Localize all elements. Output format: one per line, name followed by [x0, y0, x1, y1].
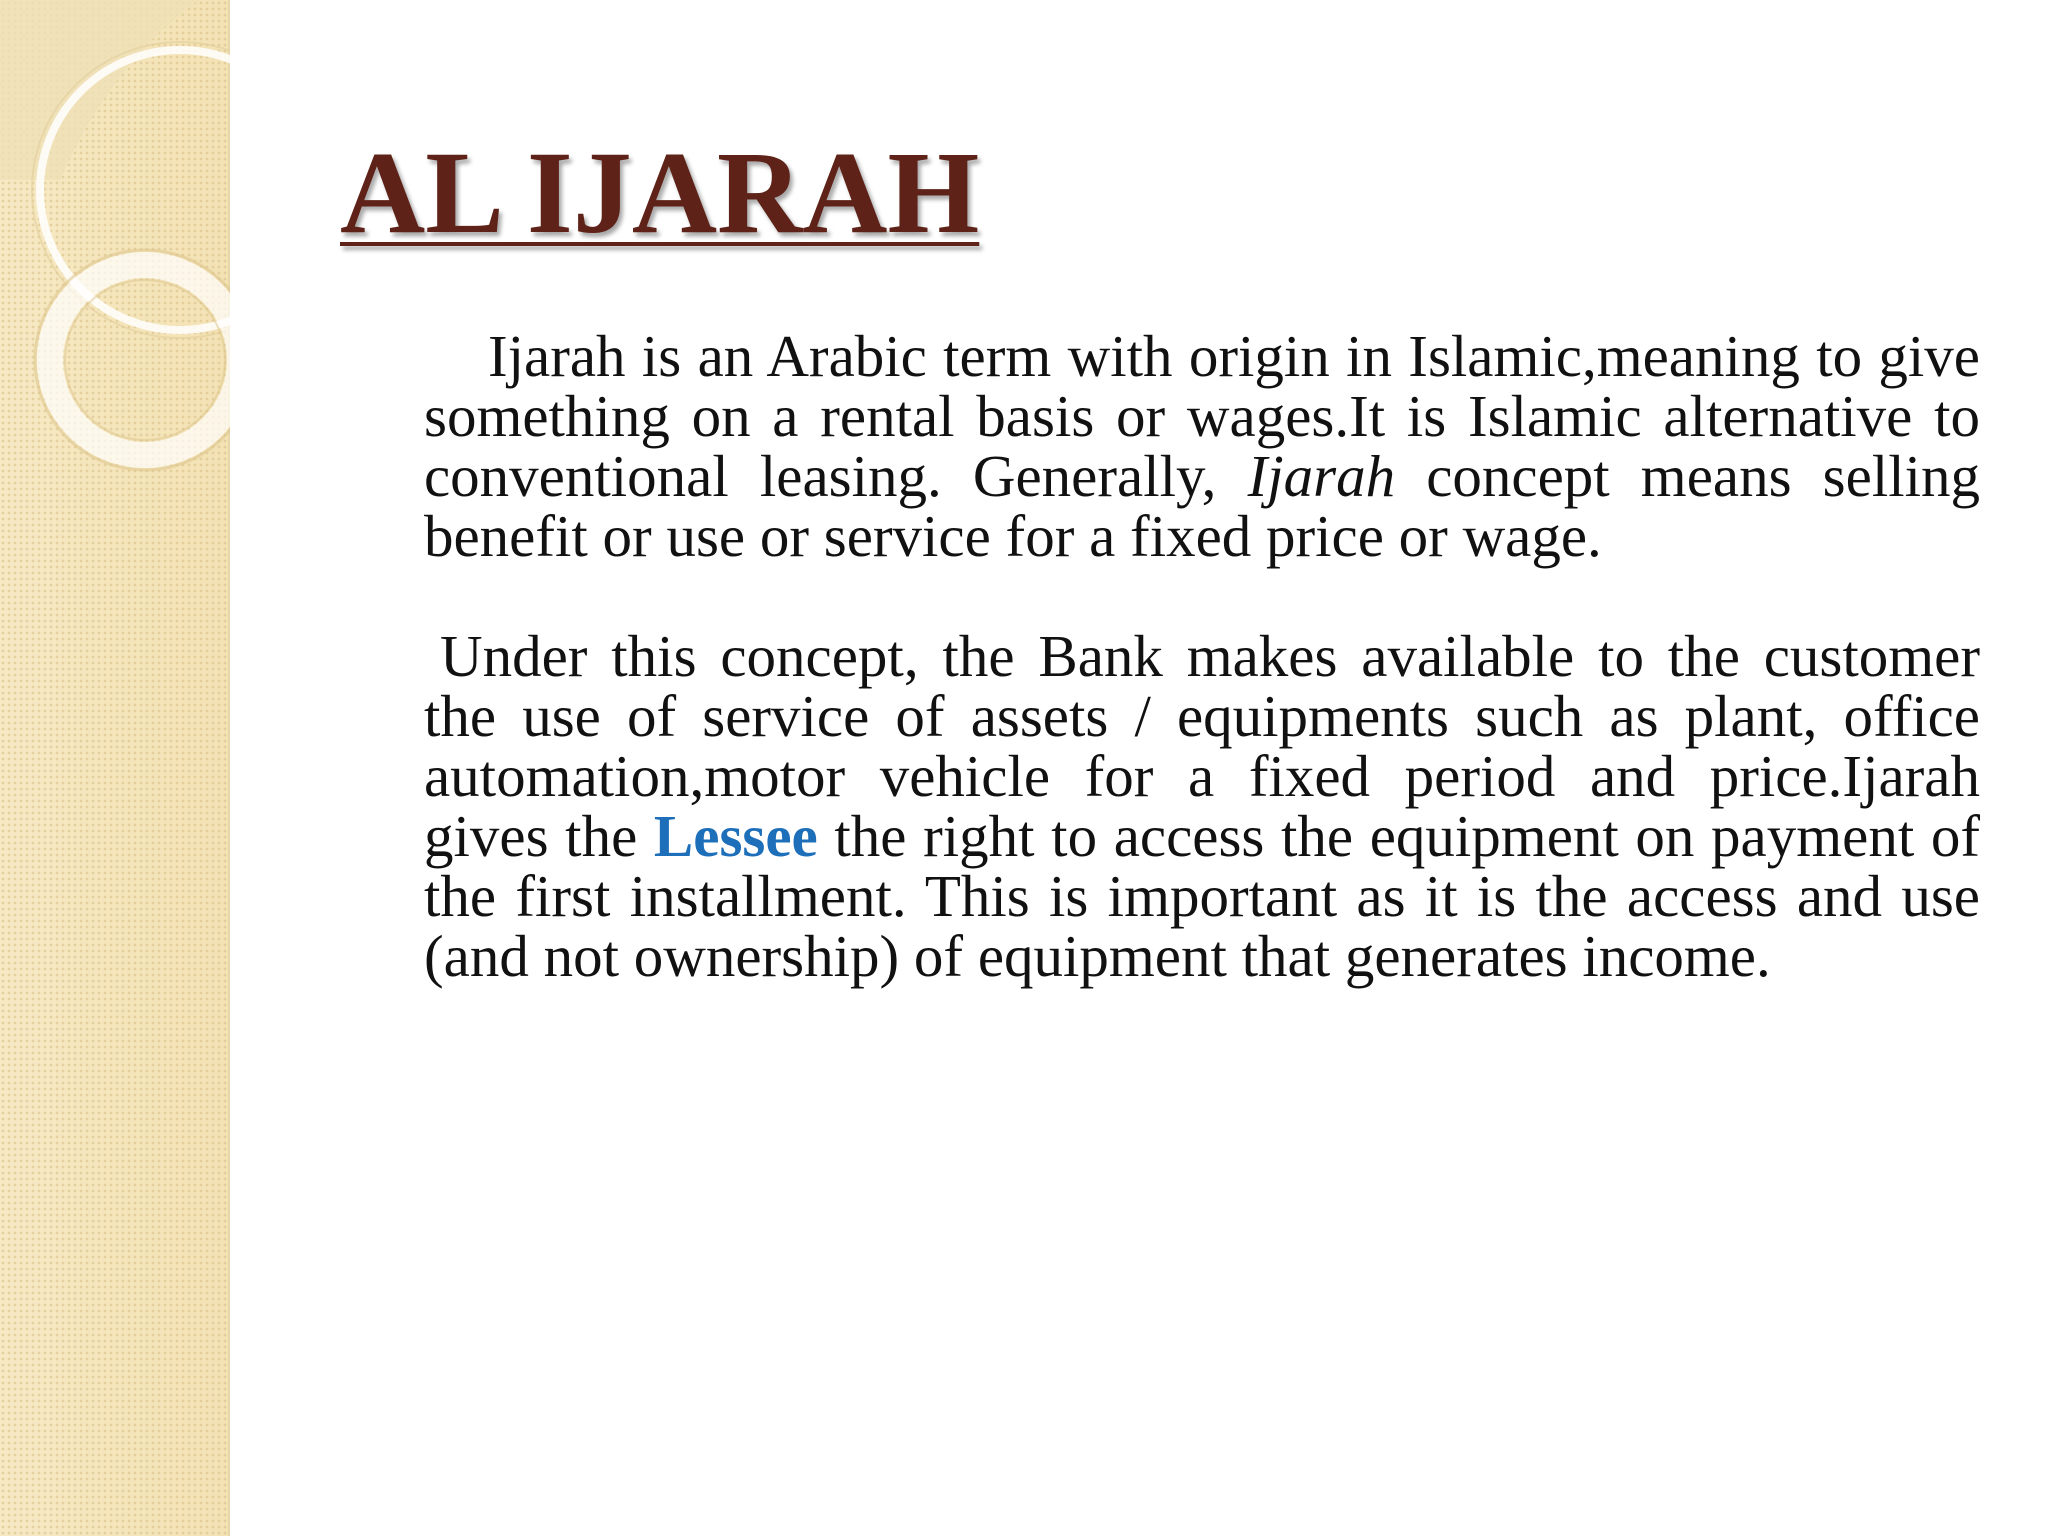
- paragraph2-text-end: the right to access the equipment on payment of the first installment. This is important as it is the access and use (and not ownership) of equipment that generates income.: [424, 803, 1980, 989]
- italic-term-ijarah: Ijarah: [1247, 443, 1396, 509]
- paragraph1-text-end: concept means selling benefit or use or service for a fixed price or wage.: [424, 443, 1980, 569]
- paragraph-ijarah-definition: [424, 323, 1980, 569]
- slide-title: AL IJARAH: [340, 127, 980, 258]
- slide-body: [424, 323, 1980, 989]
- decorative-circles-icon: [0, 0, 230, 520]
- paragraph-bank-concept: [424, 623, 1980, 989]
- paragraph2-text-start: Under this concept, the Bank makes available to the customer the use of service of assets / equipments such as plant, office automation,motor vehicle for a fixed period and price.Ijarah gives the: [424, 623, 1980, 869]
- highlight-term-lessee: Lessee: [653, 803, 818, 869]
- paragraph1-text-start: Ijarah is an Arabic term with origin in Islamic,meaning to give something on a rental basis or wages.It is Islamic alternative to conventional leasing. Generally,: [424, 323, 1980, 509]
